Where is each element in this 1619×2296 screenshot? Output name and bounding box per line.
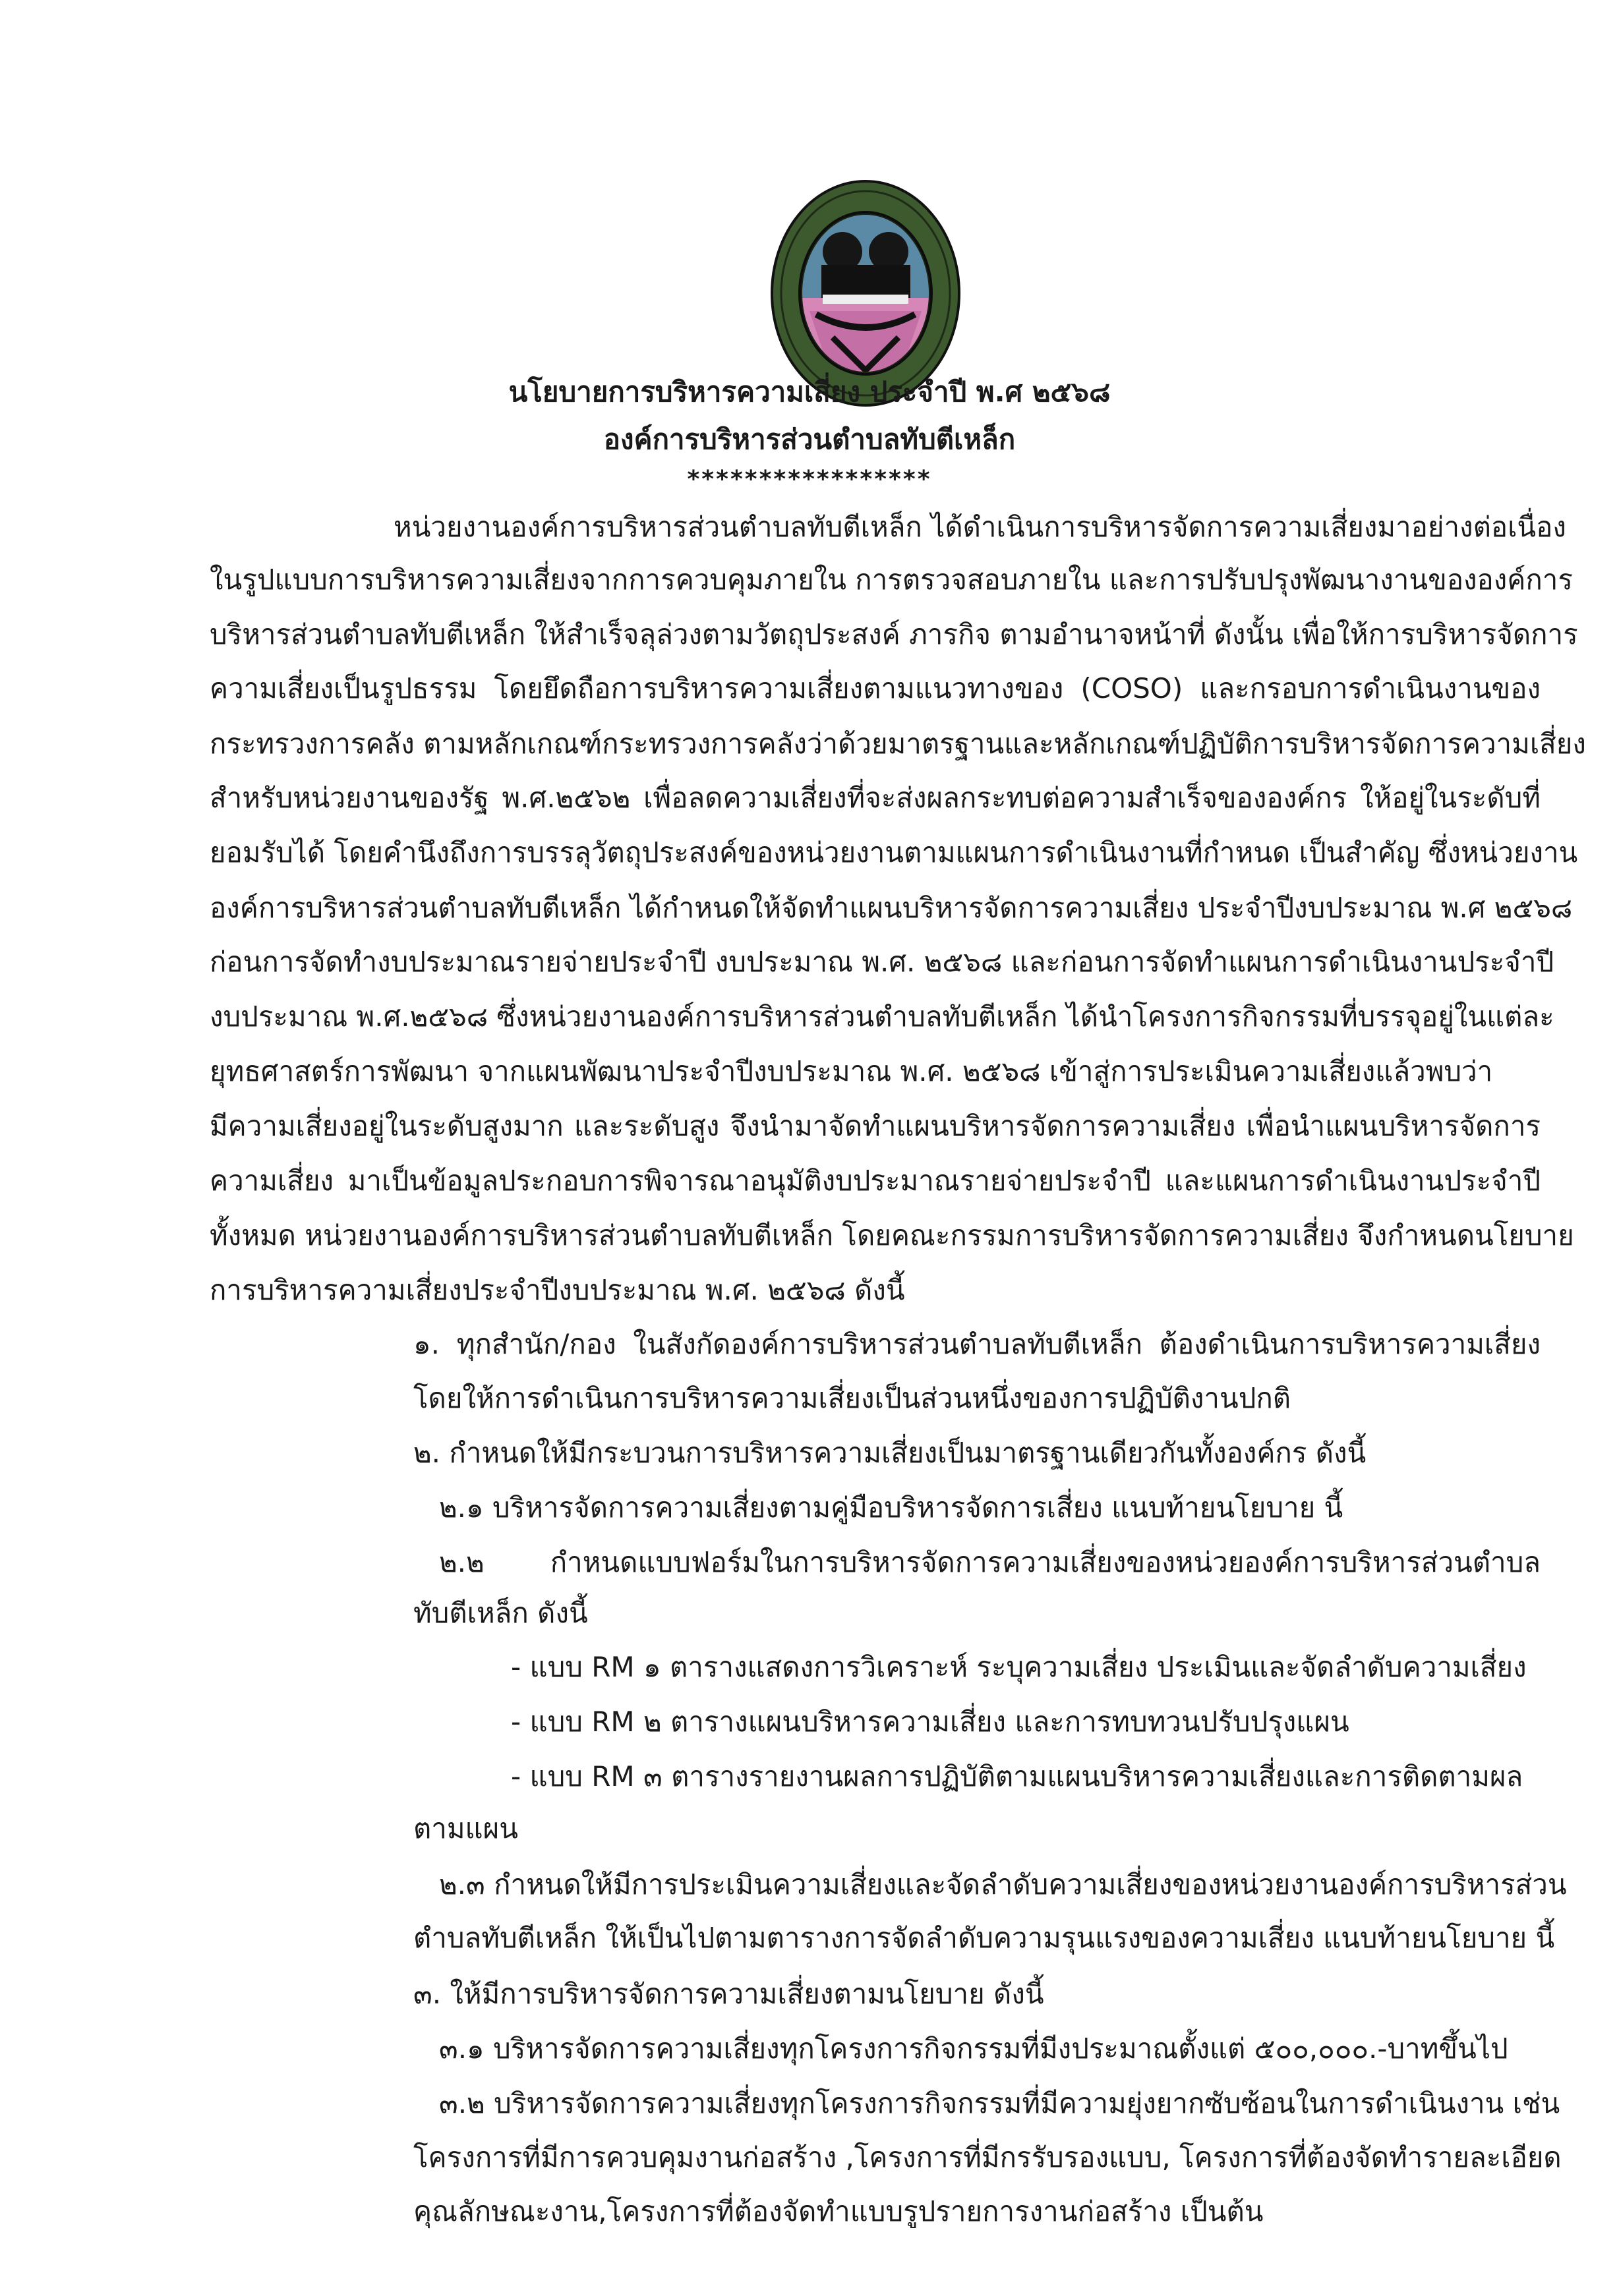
- body-line: องค์การบริหารส่วนตำบลทับตีเหล็ก ได้กำหนดให้จัดทำแผนบริหารจัดการความเสี่ยง ประจำปีงบประมาณ พ.ศ ๒๕๖๘: [210, 892, 1573, 924]
- title-separator: *****************: [687, 466, 932, 493]
- policy-item: ๓. ให้มีการบริหารจัดการความเสี่ยงตามนโยบาย ดังนี้: [413, 1978, 1044, 2010]
- policy-subitem-text: คุณลักษณะงาน,โครงการที่ต้องจัดทำแบบรูปรายการงานก่อสร้าง เป็นต้น: [413, 2195, 1264, 2227]
- policy-item: ๑. ทุกสำนัก/กอง ในสังกัดองค์การบริหารส่วนตำบลทับตีเหล็ก ต้องดำเนินการบริหารความเสี่ยง: [413, 1328, 1541, 1360]
- body-line: สำหรับหน่วยงานของรัฐ พ.ศ.๒๕๖๒ เพื่อลดความเสี่ยงที่จะส่งผลกระทบต่อความสำเร็จขององค์กร ให้อยู่ในระดับที่: [210, 782, 1541, 814]
- policy-subitem-text: ทับตีเหล็ก ดังนี้: [413, 1597, 588, 1629]
- body-line: ยุทธศาสตร์การพัฒนา จากแผนพัฒนาประจำปีงบประมาณ พ.ศ. ๒๕๖๘ เข้าสู่การประเมินความเสี่ยงแล้วพบว่า: [210, 1055, 1493, 1087]
- body-line: มีความเสี่ยงอยู่ในระดับสูงมาก และระดับสูง จึงนำมาจัดทำแผนบริหารจัดการความเสี่ยง เพื่อนำแผนบริหารจัดการ: [210, 1110, 1541, 1142]
- body-line: ก่อนการจัดทำงบประมาณรายจ่ายประจำปี งบประมาณ พ.ศ. ๒๕๖๘ และก่อนการจัดทำแผนการดำเนินงานประจำปี: [210, 946, 1554, 978]
- body-line: งบประมาณ พ.ศ.๒๕๖๘ ซึ่งหน่วยงานองค์การบริหารส่วนตำบลทับตีเหล็ก ได้นำโครงการกิจกรรมที่บรรจุอยู่ในแต่ละ: [210, 1000, 1554, 1033]
- body-line: การบริหารความเสี่ยงประจำปีงบประมาณ พ.ศ. ๒๕๖๘ ดังนี้: [210, 1274, 905, 1306]
- policy-subitem-text: ตำบลทับตีเหล็ก ให้เป็นไปตามตารางการจัดลำดับความรุนแรงของความเสี่ยง แนบท้ายนโยบาย นี้: [413, 1922, 1555, 1954]
- form-list-item: - แบบ RM ๑ ตารางแสดงการวิเคราะห์ ระบุความเสี่ยง ประเมินและจัดลำดับความเสี่ยง: [511, 1651, 1527, 1683]
- body-line: ยอมรับได้ โดยคำนึงถึงการบรรลุวัตถุประสงค์ของหน่วยงานตามแผนการดำเนินงานที่กำหนด เป็นสำคัญ ซึ่งหน่วยงาน: [210, 836, 1578, 869]
- form-list-item: - แบบ RM ๒ ตารางแผนบริหารความเสี่ยง และการทบทวนปรับปรุงแผน: [511, 1706, 1349, 1738]
- policy-subitem: ๓.๒ บริหารจัดการความเสี่ยงทุกโครงการกิจกรรมที่มีความยุ่งยากซับซ้อนในการดำเนินงาน เช่น: [439, 2087, 1560, 2119]
- policy-item-text: โดยให้การดำเนินการบริหารความเสี่ยงเป็นส่วนหนึ่งของการปฏิบัติงานปกติ: [413, 1382, 1291, 1414]
- body-line: บริหารส่วนตำบลทับตีเหล็ก ให้สำเร็จลุล่วงตามวัตถุประสงค์ ภารกิจ ตามอำนาจหน้าที่ ดังนั้น เพื่อให้การบริหารจัดการ: [210, 618, 1578, 650]
- form-list-item: - แบบ RM ๓ ตารางรายงานผลการปฏิบัติตามแผนบริหารความเสี่ยงและการติดตามผล: [511, 1760, 1523, 1793]
- policy-subitem: ๒.๒ กำหนดแบบฟอร์มในการบริหารจัดการความเสี่ยงของหน่วยองค์การบริหารส่วนตำบล: [439, 1546, 1541, 1578]
- body-line: ความเสี่ยงเป็นรูปธรรม โดยยึดถือการบริหารความเสี่ยงตามแนวทางของ (COSO) และกรอบการดำเนินงานของ: [210, 672, 1541, 704]
- organization-name: องค์การบริหารส่วนตำบลทับตีเหล็ก: [603, 423, 1016, 455]
- document-title: นโยบายการบริหารความเสี่ยง ประจำปี พ.ศ ๒๕๖๘: [508, 376, 1111, 408]
- policy-subitem: ๒.๓ กำหนดให้มีการประเมินความเสี่ยงและจัดลำดับความเสี่ยงของหน่วยงานองค์การบริหารส่วน: [439, 1868, 1567, 1901]
- policy-subitem-text: โครงการที่มีการควบคุมงานก่อสร้าง ,โครงการที่มีกรรับรองแบบ, โครงการที่ต้องจัดทำรายละเอียด: [413, 2141, 1562, 2173]
- body-line: ความเสี่ยง มาเป็นข้อมูลประกอบการพิจารณาอนุมัติงบประมาณรายจ่ายประจำปี และแผนการดำเนินงานประจำปี: [210, 1164, 1541, 1197]
- form-list-item-text: ตามแผน: [413, 1812, 518, 1845]
- policy-item: ๒. กำหนดให้มีกระบวนการบริหารความเสี่ยงเป็นมาตรฐานเดียวกันทั้งองค์กร ดังนี้: [413, 1437, 1367, 1469]
- body-line: หน่วยงานองค์การบริหารส่วนตำบลทับตีเหล็ก ได้ดำเนินการบริหารจัดการความเสี่ยงมาอย่างต่อเนื่อง: [394, 511, 1566, 543]
- body-line: ทั้งหมด หน่วยงานองค์การบริหารส่วนตำบลทับตีเหล็ก โดยคณะกรรมการบริหารจัดการความเสี่ยง จึงกำหนดนโยบาย: [210, 1219, 1574, 1251]
- body-line: ในรูปแบบการบริหารความเสี่ยงจากการควบคุมภายใน การตรวจสอบภายใน และการปรับปรุงพัฒนางานขององค์การ: [210, 563, 1573, 596]
- policy-subitem: ๒.๑ บริหารจัดการความเสี่ยงตามคู่มือบริหารจัดการเสี่ยง แนบท้ายนโยบาย นี้: [439, 1491, 1343, 1524]
- policy-subitem: ๓.๑ บริหารจัดการความเสี่ยงทุกโครงการกิจกรรมที่มีงประมาณตั้งแต่ ๕๐๐,๐๐๐.-บาทขึ้นไป: [439, 2032, 1508, 2065]
- body-line: กระทรวงการคลัง ตามหลักเกณฑ์กระทรวงการคลังว่าด้วยมาตรฐานและหลักเกณฑ์ปฏิบัติการบริหารจัดการความเสี่ยง: [210, 728, 1586, 760]
